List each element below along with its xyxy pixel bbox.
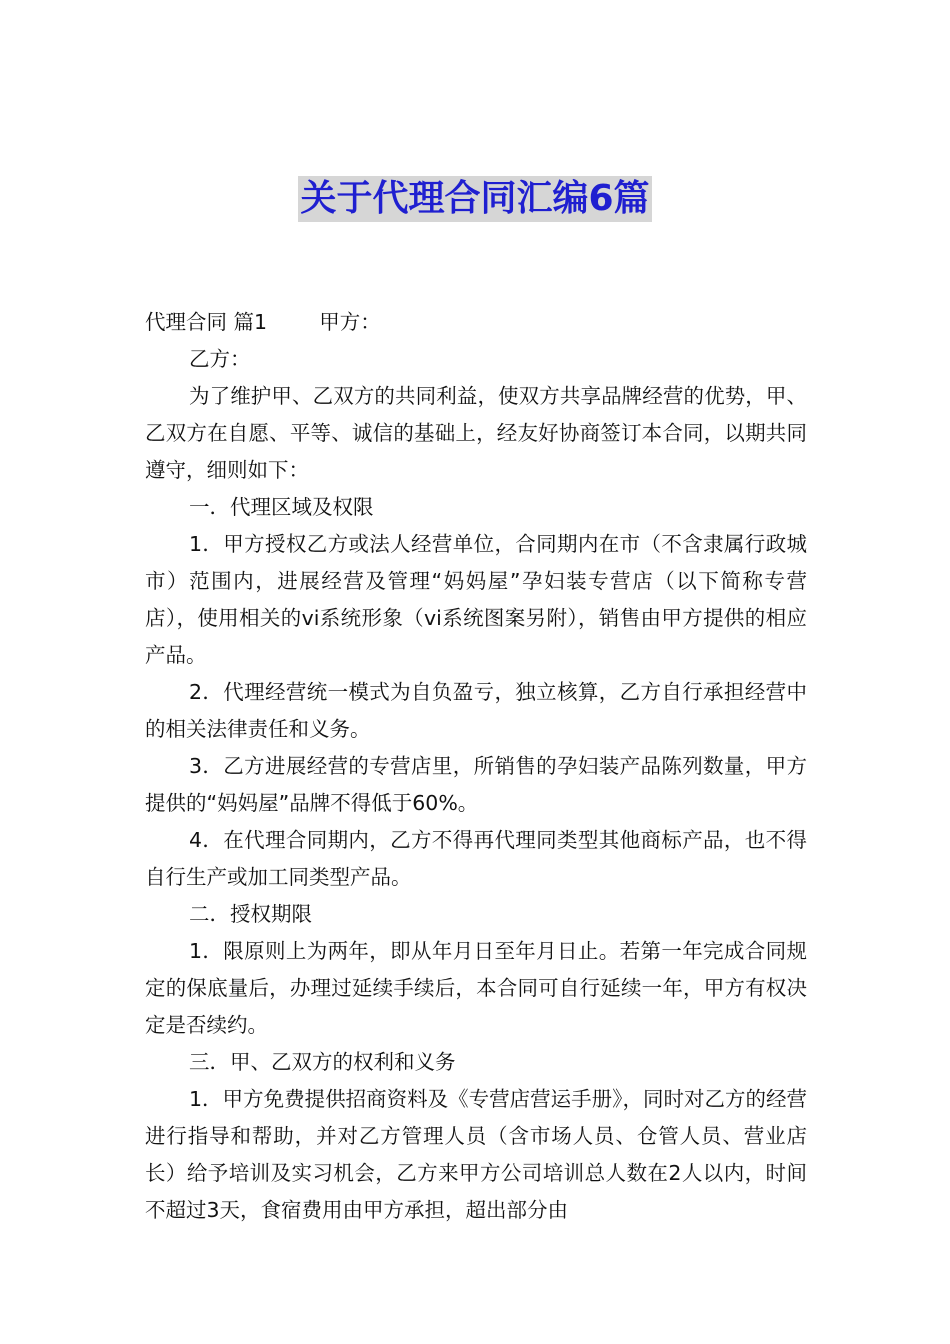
clause-1-item-4: 4．在代理合同期内，乙方不得再代理同类型其他商标产品，也不得自行生产或加工同类型产品。 bbox=[145, 828, 807, 889]
clause-2-item-1: 1．限原则上为两年，即从年月日至年月日止。若第一年完成合同规定的保底量后，办理过延续手续后，本合同可自行延续一年，甲方有权决定是否续约。 bbox=[145, 939, 807, 1037]
title-area bbox=[0, 176, 950, 222]
section-heading-line bbox=[145, 304, 807, 341]
party-b-label: 乙方： bbox=[189, 347, 251, 371]
clause-heading-2: 二．授权期限 bbox=[189, 902, 312, 926]
section-label: 代理合同 篇1 bbox=[145, 310, 268, 334]
document-body bbox=[145, 304, 807, 1229]
clause-1-item-1: 1．甲方授权乙方或法人经营单位，合同期内在市（不含隶属行政城市）范围内，进展经营及管理“妈妈屋”孕妇装专营店（以下简称专营店），使用相关的vi系统形象（vi系统图案另附），销售由甲方提供的相应产品。 bbox=[145, 532, 807, 667]
party-a-label: 甲方： bbox=[319, 310, 381, 334]
clause-heading-3: 三．甲、乙双方的权利和义务 bbox=[189, 1050, 456, 1074]
clause-3-item-1: 1．甲方免费提供招商资料及《专营店营运手册》，同时对乙方的经营进行指导和帮助，并对乙方管理人员（含市场人员、仓管人员、营业店长）给予培训及实习机会，乙方来甲方公司培训总人数在2人以内，时间不超过3天，食宿费用由甲方承担，超出部分由 bbox=[145, 1087, 807, 1222]
clause-heading-1: 一．代理区域及权限 bbox=[189, 495, 374, 519]
clause-1-item-3: 3．乙方进展经营的专营店里，所销售的孕妇装产品陈列数量，甲方提供的“妈妈屋”品牌不得低于60%。 bbox=[145, 754, 807, 815]
preamble-paragraph: 为了维护甲、乙双方的共同利益，使双方共享品牌经营的优势，甲、乙双方在自愿、平等、诚信的基础上，经友好协商签订本合同，以期共同遵守，细则如下： bbox=[145, 384, 807, 482]
clause-1-item-2: 2．代理经营统一模式为自负盈亏，独立核算，乙方自行承担经营中的相关法律责任和义务。 bbox=[145, 680, 807, 741]
document-title: 关于代理合同汇编6篇 bbox=[298, 176, 651, 222]
